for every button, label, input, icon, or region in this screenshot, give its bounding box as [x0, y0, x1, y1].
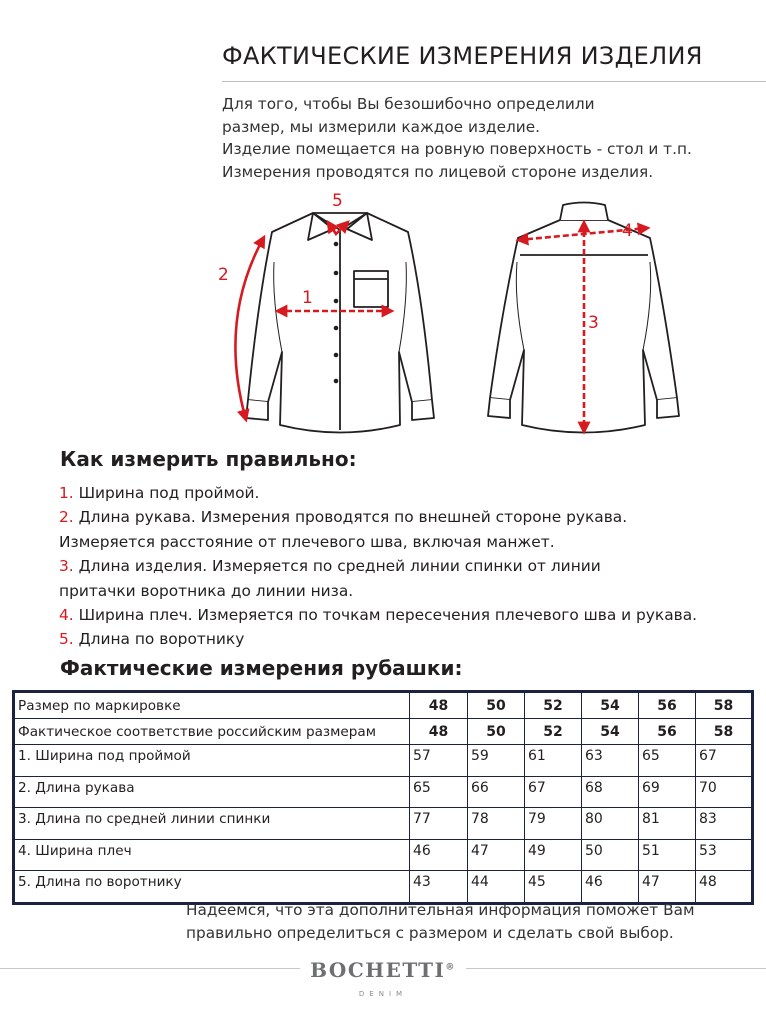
- step-number: 1.: [59, 484, 74, 502]
- table-row: [14, 719, 753, 745]
- size-value-cell: 54: [582, 719, 639, 745]
- size-value-cell: 56: [639, 692, 696, 719]
- shirt-measurement-diagrams: [0, 0, 766, 445]
- page-title: ФАКТИЧЕСКИЕ ИЗМЕРЕНИЯ ИЗДЕЛИЯ: [222, 42, 703, 70]
- size-value-cell: 77: [410, 808, 468, 840]
- marker-2: 2: [218, 265, 229, 285]
- size-value-cell: 80: [582, 808, 639, 840]
- marker-1: 1: [302, 288, 313, 308]
- step-line: [59, 505, 697, 529]
- size-value-cell: 57: [410, 745, 468, 777]
- brand-name: BOCHETTI: [310, 958, 446, 982]
- step-text: Длина изделия. Измеряется по средней линии спинки от линии: [73, 557, 601, 576]
- size-value-cell: 65: [410, 776, 468, 808]
- step-number: 5.: [59, 630, 74, 649]
- step-text: Длина по воротнику: [73, 630, 245, 649]
- size-value-cell: 47: [639, 871, 696, 904]
- size-value-cell: 49: [525, 839, 582, 871]
- registered-mark: ®: [445, 962, 456, 973]
- size-value-cell: 50: [468, 692, 525, 719]
- size-value-cell: 58: [696, 692, 753, 719]
- step-line: [59, 554, 697, 578]
- size-value-cell: 48: [410, 692, 468, 719]
- step-number: 2.: [59, 508, 74, 527]
- row-label: 5. Длина по воротнику: [14, 871, 410, 904]
- row-label: 3. Длина по средней линии спинки: [14, 808, 410, 840]
- table-row: [14, 745, 753, 777]
- intro-line: размер, мы измерили каждое изделие.: [222, 117, 541, 136]
- size-value-cell: 48: [696, 871, 753, 904]
- table-row: [14, 839, 753, 871]
- step-number: 3.: [59, 557, 74, 576]
- size-value-cell: 50: [468, 719, 525, 745]
- size-value-cell: 67: [696, 745, 753, 777]
- row-label: 4. Ширина плеч: [14, 839, 410, 871]
- size-value-cell: 78: [468, 808, 525, 840]
- step-line: [59, 579, 697, 603]
- size-value-cell: 47: [468, 839, 525, 871]
- marker-5: 5: [332, 191, 343, 211]
- step-line: [59, 481, 697, 505]
- step-text: Измеряется расстояние от плечевого шва, включая манжет.: [59, 532, 555, 551]
- table-row: [14, 776, 753, 808]
- size-value-cell: 83: [696, 808, 753, 840]
- size-value-cell: 69: [639, 776, 696, 808]
- size-value-cell: 52: [525, 692, 582, 719]
- size-value-cell: 53: [696, 839, 753, 871]
- intro-line: Измерения проводятся по лицевой стороне изделия.: [222, 162, 654, 181]
- table-row: [14, 692, 753, 719]
- size-value-cell: 52: [525, 719, 582, 745]
- brand-logo: [0, 958, 766, 982]
- footer-line: правильно определиться с размером и сделать свой выбор.: [186, 924, 674, 942]
- table-row: [14, 808, 753, 840]
- size-value-cell: 81: [639, 808, 696, 840]
- intro-line: Изделие помещается на ровную поверхность - стол и т.п.: [222, 140, 692, 158]
- size-value-cell: 50: [582, 839, 639, 871]
- step-text: Длина рукава. Измерения проводятся по внешней стороне рукава.: [73, 508, 628, 527]
- marker-3: 3: [588, 313, 599, 333]
- size-value-cell: 46: [582, 871, 639, 904]
- size-value-cell: 44: [468, 871, 525, 904]
- footer-note: [186, 899, 695, 945]
- step-text: притачки воротника до линии низа.: [59, 581, 354, 600]
- brand-subtitle: DENIM: [358, 990, 408, 998]
- how-to-title: Как измерить правильно:: [60, 447, 357, 471]
- size-value-cell: 48: [410, 719, 468, 745]
- size-value-cell: 56: [639, 719, 696, 745]
- step-number: 4.: [59, 606, 74, 625]
- row-label: Размер по маркировке: [14, 692, 410, 719]
- size-value-cell: 70: [696, 776, 753, 808]
- size-value-cell: 66: [468, 776, 525, 808]
- size-value-cell: 63: [582, 745, 639, 777]
- size-value-cell: 43: [410, 871, 468, 904]
- size-value-cell: 46: [410, 839, 468, 871]
- size-table-title: Фактические измерения рубашки:: [60, 656, 463, 680]
- size-table: [12, 690, 754, 905]
- how-to-steps: [59, 481, 697, 652]
- step-text: Ширина под проймой.: [73, 484, 260, 502]
- step-text: Ширина плеч. Измеряется по точкам пересечения плечевого шва и рукава.: [73, 606, 698, 625]
- intro-line: Для того, чтобы Вы безошибочно определили: [222, 95, 595, 113]
- size-value-cell: 68: [582, 776, 639, 808]
- row-label: 1. Ширина под проймой: [14, 745, 410, 777]
- row-label: 2. Длина рукава: [14, 776, 410, 808]
- step-line: [59, 603, 697, 627]
- footer-line: Надеемся, что эта дополнительная информация поможет Вам: [186, 901, 695, 919]
- size-value-cell: 59: [468, 745, 525, 777]
- size-value-cell: 61: [525, 745, 582, 777]
- marker-4: 4: [622, 221, 633, 241]
- size-value-cell: 45: [525, 871, 582, 904]
- size-value-cell: 65: [639, 745, 696, 777]
- step-line: [59, 627, 697, 651]
- step-line: [59, 530, 697, 554]
- row-label: Фактическое соответствие российским размерам: [14, 719, 410, 745]
- size-value-cell: 54: [582, 692, 639, 719]
- size-value-cell: 79: [525, 808, 582, 840]
- shirt-front-illustration: [246, 213, 434, 433]
- size-value-cell: 67: [525, 776, 582, 808]
- size-value-cell: 51: [639, 839, 696, 871]
- size-value-cell: 58: [696, 719, 753, 745]
